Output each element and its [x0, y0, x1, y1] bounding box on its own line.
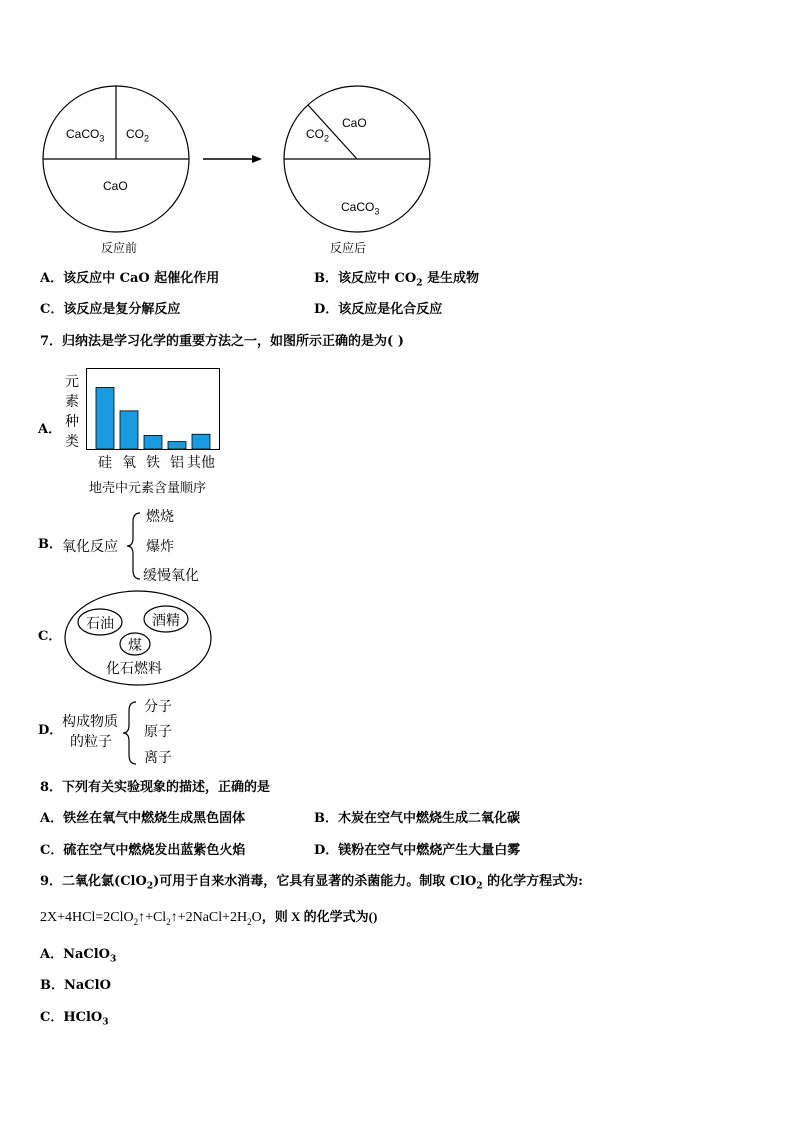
q7-option-b-letter: B．	[38, 537, 62, 552]
q7-c-outer-label: 化石燃料	[106, 661, 162, 677]
before-caption: 反应前	[101, 241, 138, 255]
q8-option-c: C．硫在空气中燃烧发出蓝紫色火焰	[40, 843, 246, 858]
arrow-head-icon	[252, 155, 262, 163]
q7-a-category-labels	[86, 452, 220, 470]
before-cao-label: CaO	[103, 179, 128, 193]
q7-option-a-letter: A．	[38, 422, 62, 437]
bar-硅	[96, 387, 114, 449]
q8-option-d: D．镁粉在空气中燃烧产生大量白雾	[314, 843, 521, 858]
bar-铁	[144, 435, 162, 449]
category-label: 铝	[170, 455, 184, 471]
q7-option-d-letter: D．	[38, 723, 63, 738]
after-cao-label: CaO	[342, 116, 367, 130]
q7-b-item: 爆炸	[146, 539, 174, 555]
q7-d-root-line1: 构成物质	[62, 714, 118, 730]
q7-d-item: 离子	[144, 750, 172, 766]
category-label: 其他	[187, 455, 215, 471]
q8-stem: 8．下列有关实验现象的描述，正确的是	[40, 780, 271, 795]
after-co2-label: $CO_2$	[306, 127, 330, 144]
ylabel-char: 类	[65, 434, 79, 450]
q7-a-bar-chart	[86, 368, 220, 450]
q8-option-a: A．铁丝在氧气中燃烧生成黑色固体	[40, 811, 246, 826]
q8-option-b: B．木炭在空气中燃烧生成二氧化碳	[314, 811, 520, 826]
q7-d-brace-icon	[120, 699, 140, 767]
q7-option-c-letter: C．	[38, 629, 62, 644]
q7-b-item: 燃烧	[146, 509, 174, 525]
bar-氧	[120, 411, 138, 449]
before-caco3-label: CaCO$_3$	[66, 127, 105, 144]
q7-a-xlabel: 地壳中元素含量顺序	[89, 481, 207, 496]
q6-option-c: C．该反应是复分解反应	[40, 302, 181, 317]
q6-option-b: B．该反应中 $CO_2$ 是生成物	[314, 271, 479, 289]
q7-a-ylabel	[65, 372, 81, 452]
q7-c-item: 煤	[128, 638, 142, 654]
q9-option-c: C．HClO$_3$	[40, 1010, 109, 1028]
after-caco3-label: CaCO$_3$	[341, 200, 380, 217]
q7-stem: 7．归纳法是学习化学的重要方法之一，如图所示正确的是为( )	[40, 334, 404, 349]
after-caption: 反应后	[330, 241, 367, 255]
category-label: 氧	[122, 455, 136, 471]
q9-stem: 9．二氧化氯(ClO$_2$)可用于自来水消毒，它具有显著的杀菌能力。制取 ClO$_2$ 的化学方程式为:	[40, 874, 583, 892]
q7-b-brace-icon	[124, 510, 144, 582]
before-co2-label: $CO_2$	[126, 127, 150, 144]
category-label: 硅	[98, 455, 112, 471]
ylabel-char: 种	[65, 414, 79, 430]
q7-d-root-line2: 的粒子	[70, 734, 112, 750]
q7-b-root: 氧化反应	[62, 539, 118, 555]
q7-b-item: 缓慢氧化	[143, 568, 199, 584]
category-label: 铁	[146, 455, 160, 471]
bar-其他	[192, 434, 210, 449]
q7-d-item: 原子	[144, 724, 172, 740]
q6-option-d: D．该反应是化合反应	[314, 302, 443, 317]
q6-option-a: A．该反应中 CaO 起催化作用	[40, 271, 220, 286]
ylabel-char: 元	[65, 374, 79, 390]
bar-铝	[168, 442, 186, 449]
q7-c-item: 石油	[86, 616, 114, 632]
q7-c-item: 酒精	[152, 613, 180, 629]
ylabel-char: 素	[65, 394, 79, 410]
q9-equation: $2X+4HCl=2ClO_2↑+Cl_2↑+2NaCl+2H_2O$，则 X 的化学式为()	[40, 909, 378, 927]
q7-d-item: 分子	[144, 699, 172, 715]
q9-option-b: B．NaClO	[40, 978, 111, 993]
q9-option-a: A．NaClO$_3$	[40, 947, 117, 965]
reaction-pie-figure	[0, 0, 794, 270]
